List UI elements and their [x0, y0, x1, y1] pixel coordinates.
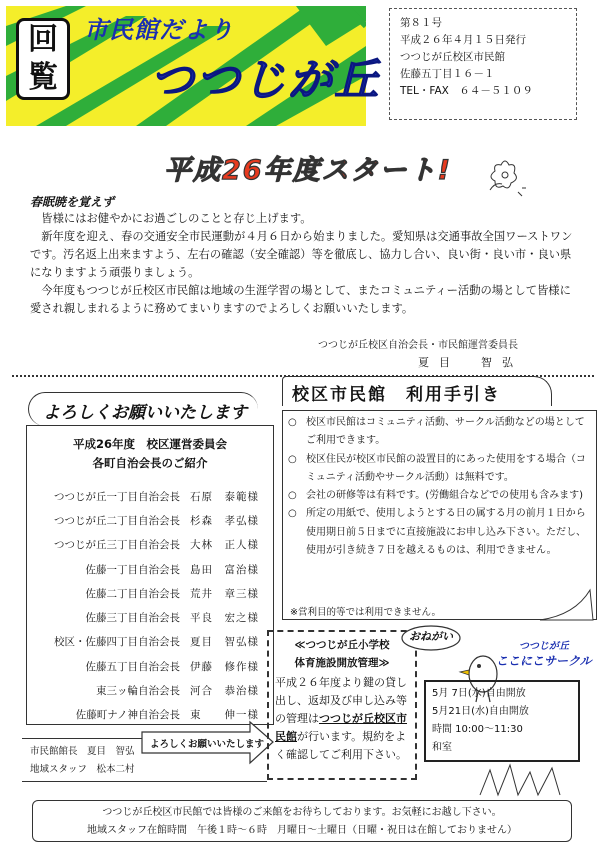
guide-item: ○ 校区住民が校区市民館の設置目的にあった使用をする場合（コミュニティ活動やサークル活動）は無料です。 — [288, 451, 588, 488]
schedule-item: 和室 — [432, 742, 452, 753]
issue-info-box — [389, 8, 577, 120]
school-facility-box — [267, 630, 417, 780]
staff-director: 市民館館長 夏目 智弘 — [30, 746, 135, 757]
members-heading: よろしくお願いいたします — [28, 392, 258, 426]
footer-box — [32, 800, 572, 842]
member-name: 夏目 智弘様 — [190, 636, 259, 649]
member-name: 河合 恭治様 — [190, 685, 259, 698]
member-role: つつじが丘三丁目自治会長 — [54, 539, 180, 552]
guide-item: ○ 会社の研修等は有料です。(労働組合などでの使用も含みます) — [288, 487, 588, 505]
member-name: 荒井 章三様 — [190, 587, 259, 600]
cherry-blossom-icon — [480, 150, 530, 200]
members-box-heading — [50, 435, 250, 473]
schedule-item: 5月21日(水)自由開放 — [432, 706, 529, 717]
school-body-pre: 平成２６年度より鍵の貸し出し、返却及び申し込み等の管理は — [275, 676, 407, 725]
member-row — [30, 630, 270, 654]
school-title-line1: ≪つつじが丘小学校 — [294, 639, 390, 651]
member-row — [30, 484, 270, 508]
member-name: 東 伸一様 — [190, 709, 259, 722]
masthead-title: つつじが丘 — [150, 55, 380, 106]
member-name: 伊藤 修作様 — [190, 660, 259, 673]
member-role: つつじが丘二丁目自治会長 — [54, 514, 180, 527]
circle-title-line1: つつじが丘 — [518, 641, 569, 652]
school-title-line2: 体育施設開放管理≫ — [294, 657, 390, 669]
member-row — [30, 605, 270, 629]
member-role: 佐藤三丁目自治会長 — [85, 612, 180, 625]
member-role: 佐藤一丁目自治会長 — [85, 563, 180, 576]
please-badge: おねがい — [409, 630, 453, 643]
member-role: 佐藤二丁目自治会長 — [85, 587, 180, 600]
member-row — [30, 581, 270, 605]
guide-note: ※営利目的等では利用できません。 — [290, 607, 442, 618]
school-body — [275, 674, 409, 764]
masthead-subtitle: 市民館だより — [84, 16, 234, 44]
member-name: 大林 正人様 — [190, 539, 259, 552]
member-name: 石原 泰範様 — [190, 490, 259, 503]
banner-title: 平成26年度スタート! — [164, 155, 452, 186]
greeting-body — [30, 210, 578, 318]
member-row — [30, 508, 270, 532]
footer-line2: 地域スタッフ在館時間 午後１時～６時 月曜日～土曜日（日曜・祝日は在館しておりません） — [87, 825, 517, 836]
schedule-item: 5月 7日(水)自由開放 — [432, 688, 526, 699]
guide-item: ○ 校区市民館はコミュニティ活動、サークル活動などの場としてご利用できます。 — [288, 414, 588, 451]
member-name: 平良 宏之様 — [190, 612, 259, 625]
greeting-paragraph: 新年度を迎え、春の交通安全市民運動が４月６日から始まりました。愛知県は交通事故全国ワーストワンです。汚名返上出来ますよう、左右の確認（安全確認）等を徹底し、協力し合い、良い街・良い市・良い県になりますよう頑張りましょう。 — [30, 230, 573, 279]
member-role: つつじが丘一丁目自治会長 — [54, 490, 180, 503]
page-curl-icon — [535, 585, 595, 625]
school-body-post: が行います。規約をよく確認してご利用下さい。 — [275, 730, 407, 761]
greeting-heading: 春眠暁を覚えず — [30, 195, 115, 209]
member-name: 島田 富治様 — [190, 563, 259, 576]
grass-icon — [470, 760, 570, 800]
members-box-heading-line1: 平成26年度 校区運営委員会 — [72, 437, 227, 451]
arrow-banner-text: よろしくお願いいたします — [150, 739, 265, 750]
circle-title — [496, 640, 592, 668]
member-row — [30, 557, 270, 581]
greeting-paragraph: 皆様にはお健やかにお過ごしのことと存じ上げます。 — [41, 212, 312, 225]
member-role: 佐藤町ナノ神自治会長 — [75, 709, 180, 722]
circulation-stamp — [16, 18, 70, 100]
signer-title: つつじが丘校区自治会長・市民館運営委員長 — [318, 340, 518, 351]
issue-publisher: つつじが丘校区市民館 — [400, 51, 505, 63]
circle-schedule-board — [424, 680, 580, 762]
member-row — [30, 654, 270, 678]
staff-members: 地域スタッフ 松本二村 — [30, 764, 135, 775]
guide-item: ○ 所定の用紙で、使用しようとする日の属する月の前月１日から使用期日前５日までに直接施設にお申し込み下さい。ただし、使用が引き続き７日を越えるものは、利用できません。 — [288, 505, 588, 560]
guide-title: 校区市民館 利用手引き — [292, 385, 501, 405]
member-row — [30, 678, 270, 702]
circulation-stamp-line1: 回 — [28, 22, 58, 57]
schedule-item: 時間 10:00～11:30 — [432, 724, 523, 735]
member-name: 杉森 孝弘様 — [190, 514, 259, 527]
circle-title-line2: ここにこサークル — [496, 654, 592, 668]
member-row — [30, 533, 270, 557]
members-box-heading-line2: 各町自治会長のご紹介 — [92, 456, 208, 470]
signer-name: 夏目 智弘 — [418, 356, 523, 369]
member-role: 校区・佐藤四丁目自治会長 — [54, 636, 180, 649]
footer-line1: つつじが丘校区市民館では皆様のご来館をお待ちしております。お気軽にお越し下さい。 — [102, 807, 502, 818]
issue-tel: TEL・FAX ６４－５１０９ — [400, 85, 533, 97]
circulation-stamp-line2: 覧 — [28, 60, 58, 95]
member-role: 東三ッ輪自治会長 — [96, 685, 180, 698]
issue-number: 第８１号 — [400, 17, 442, 29]
guide-list — [288, 414, 588, 560]
issue-date: 平成２６年４月１５日発行 — [400, 34, 526, 46]
issue-address: 佐藤五丁目１６－１ — [400, 68, 495, 80]
school-body-highlight: つつじが丘校区市民館 — [275, 712, 407, 743]
member-role: 佐藤五丁目自治会長 — [85, 660, 180, 673]
greeting-paragraph: 今年度もつつじが丘校区市民館は地域の生涯学習の場として、またコミュニティー活動の場として皆様に愛され親しまれるように務めてまいりますのでよろしくお願いいたします。 — [30, 284, 571, 315]
member-list — [30, 484, 270, 727]
